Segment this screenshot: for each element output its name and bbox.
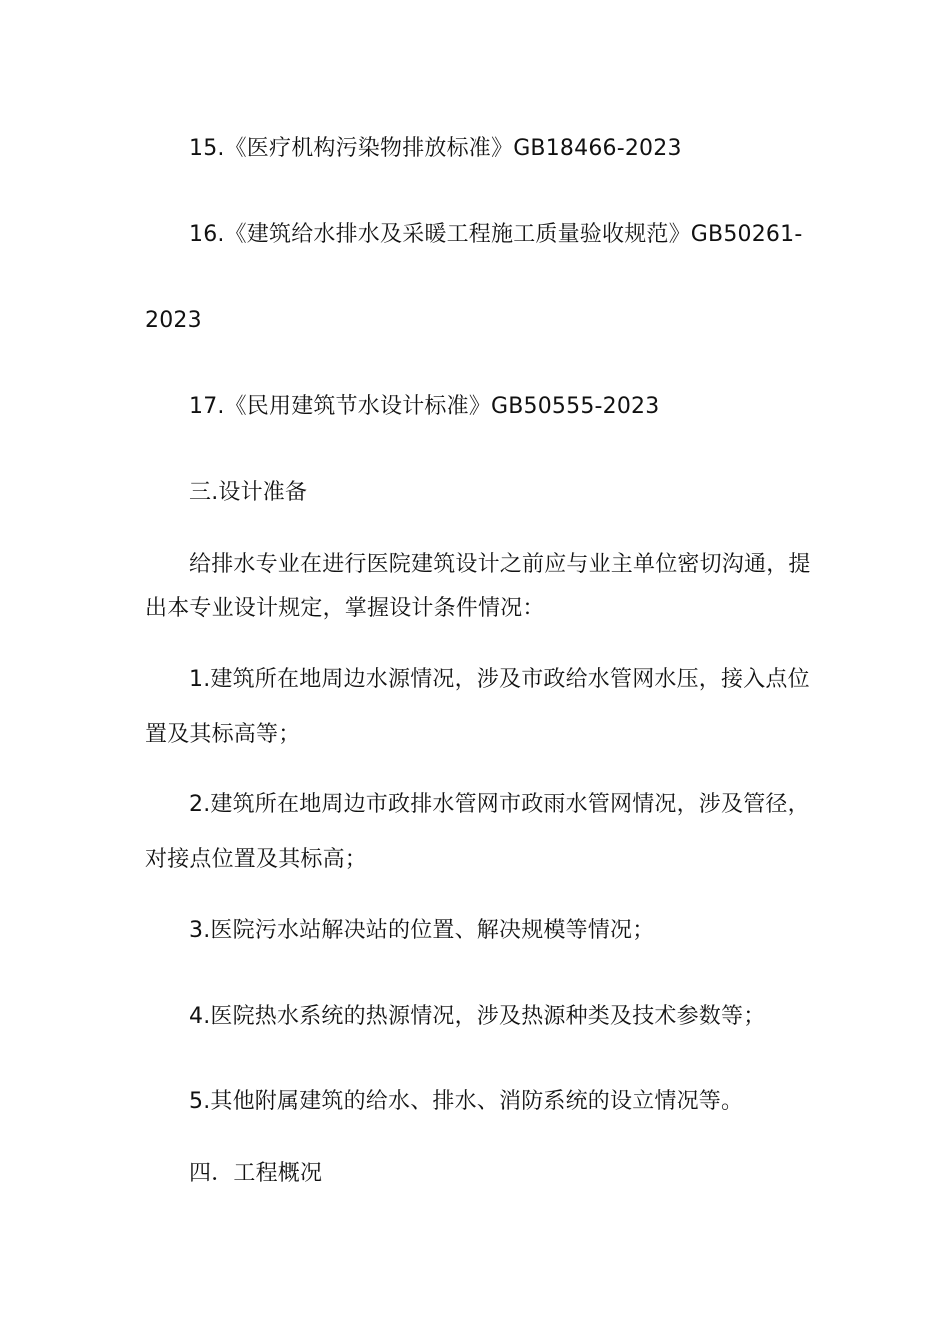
standard-item-16: 16.《建筑给水排水及采暖工程施工质量验收规范》GB50261- bbox=[189, 222, 803, 247]
standard-item-16-continuation: 2023 bbox=[145, 308, 202, 333]
standard-item-17: 17.《民用建筑节水设计标准》GB50555-2023 bbox=[189, 394, 660, 419]
section-heading-project-overview: 四．工程概况 bbox=[189, 1161, 323, 1186]
list-item-2-continuation: 对接点位置及其标高； bbox=[145, 847, 368, 872]
list-item-2: 2.建筑所在地周边市政排水管网市政雨水管网情况，涉及管径， bbox=[189, 792, 810, 817]
standard-item-15: 15.《医疗机构污染物排放标准》GB18466-2023 bbox=[189, 136, 682, 161]
paragraph-line: 给排水专业在进行医院建筑设计之前应与业主单位密切沟通，提 bbox=[189, 552, 811, 577]
list-item-3: 3.医院污水站解决站的位置、解决规模等情况； bbox=[189, 918, 655, 943]
list-item-5: 5.其他附属建筑的给水、排水、消防系统的设立情况等。 bbox=[189, 1089, 744, 1114]
list-item-4: 4.医院热水系统的热源情况，涉及热源种类及技术参数等； bbox=[189, 1004, 766, 1029]
list-item-1-continuation: 置及其标高等； bbox=[145, 722, 301, 747]
section-heading-design-preparation: 三.设计准备 bbox=[189, 480, 308, 505]
list-item-1: 1.建筑所在地周边水源情况，涉及市政给水管网水压，接入点位 bbox=[189, 667, 810, 692]
paragraph-line: 出本专业设计规定，掌握设计条件情况： bbox=[145, 596, 545, 621]
